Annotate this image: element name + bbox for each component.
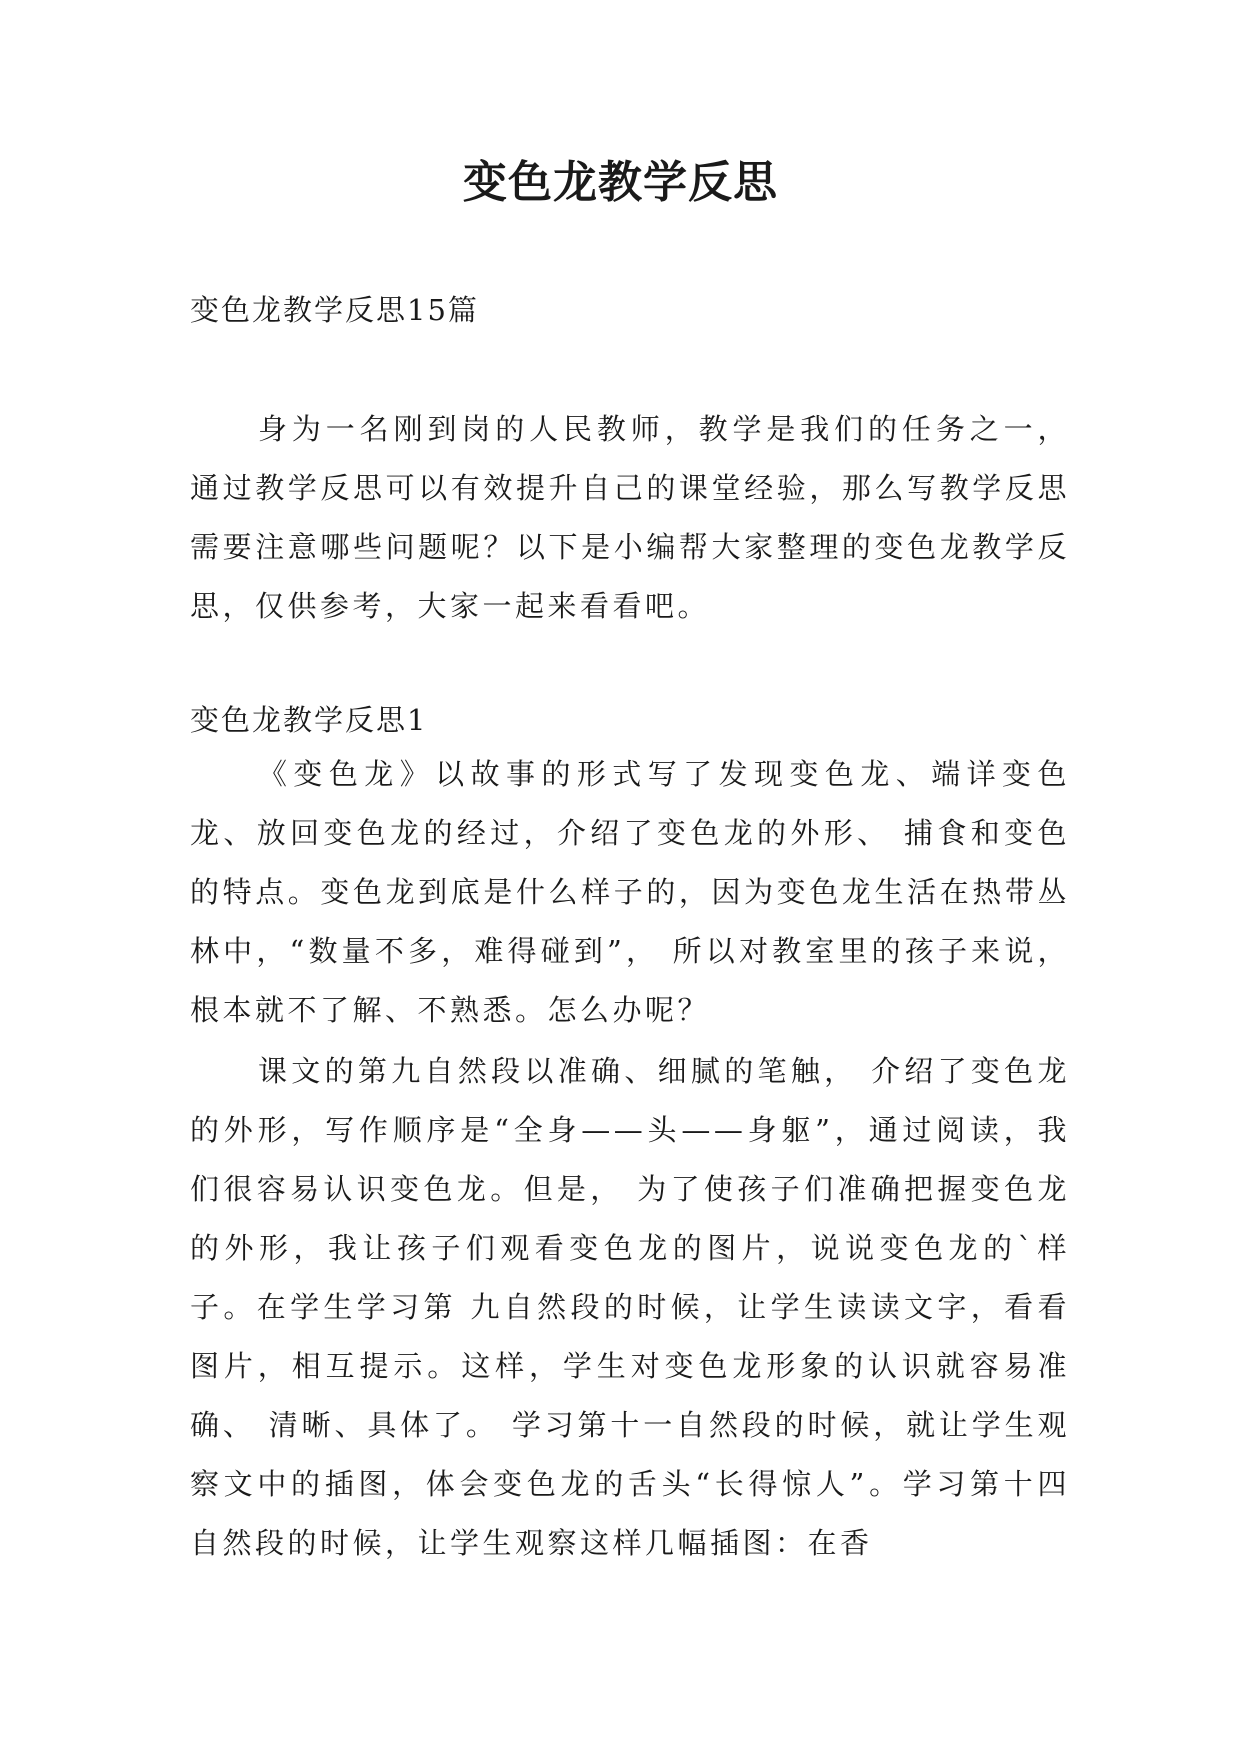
document-title: 变色龙教学反思 xyxy=(463,157,778,208)
document-subtitle: 变色龙教学反思15篇 xyxy=(190,293,479,327)
body-paragraph-2: 课文的第九自然段以准确、细腻的笔触， 介绍了变色龙的外形，写作顺序是“全身——头——身躯”，通过阅读，我们很容易认识变色龙。但是， 为了使孩子们准确把握变色龙的外形，我让孩子们观看变色龙的图片，说说变色龙的`样子。在学生学习第 九自然段的时候，让学生读读文字，看看图片，相互提示。这样，学生对变色龙形象的认识就容易准确、 清晰、具体了。 学习第十一自然段的时候，就让学生观察文中的插图，体会变色龙的舌头“长得惊人”。学习第十四 自然段的时候，让学生观察这样几幅插图：在香 xyxy=(190,1054,1070,1560)
section-heading: 变色龙教学反思1 xyxy=(190,703,428,737)
body-paragraph-1: 《变色龙》以故事的形式写了发现变色龙、端详变色龙、放回变色龙的经过，介绍了变色龙的外形、 捕食和变色的特点。变色龙到底是什么样子的，因为变色龙生活在热带丛林中，“数量不多，难得碰到”， 所以对教室里的孩子来说，根本就不了解、不熟悉。怎么办呢？ xyxy=(190,757,1070,1027)
intro-paragraph: 身为一名刚到岗的人民教师，教学是我们的任务之一，通过教学反思可以有效提升自己的课堂经验，那么写教学反思需要注意哪些问题呢？以下是小编帮大家整理的变色龙教学反思，仅供参考，大家一起来看看吧。 xyxy=(190,412,1070,623)
